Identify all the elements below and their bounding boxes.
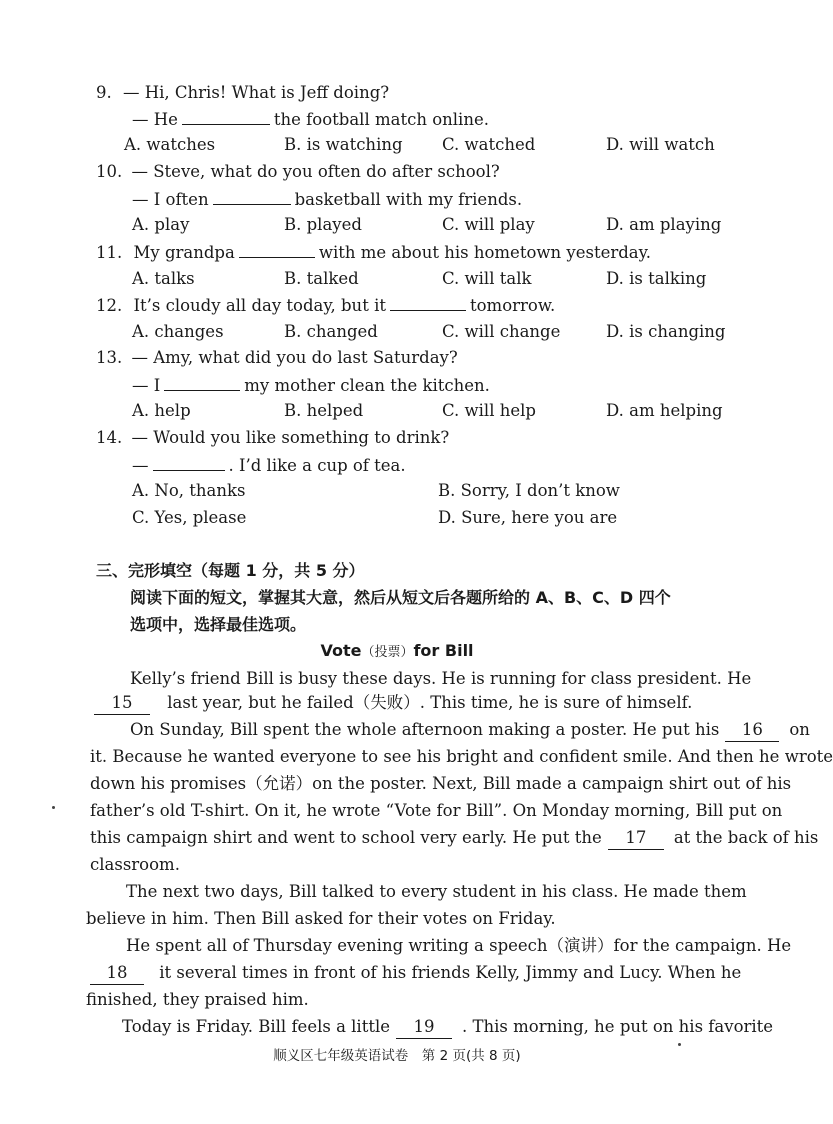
question-text: . I’d like a cup of tea. bbox=[228, 456, 406, 475]
answer-blank[interactable] bbox=[164, 374, 240, 391]
option-c[interactable]: C. Yes, please bbox=[132, 508, 247, 527]
option-a[interactable]: A. changes bbox=[132, 322, 224, 341]
option-d[interactable]: D. am helping bbox=[606, 401, 723, 420]
passage-text: On Sunday, Bill spent the whole afternoon making a poster. He put his bbox=[130, 720, 720, 739]
passage-line bbox=[122, 1016, 773, 1039]
answer-blank[interactable] bbox=[153, 454, 225, 471]
passage-line: father’s old T-shirt. On it, he wrote “Vote for Bill”. On Monday morning, Bill put on bbox=[90, 801, 783, 820]
question-14-line2 bbox=[132, 454, 406, 477]
question-text: — bbox=[132, 456, 149, 475]
question-number: 12. bbox=[96, 296, 123, 315]
cloze-blank-18[interactable]: 18 bbox=[90, 962, 144, 985]
question-text: with me about his hometown yesterday. bbox=[318, 243, 651, 262]
passage-paragraph-1 bbox=[86, 665, 756, 692]
passage-text: Today is Friday. Bill feels a little bbox=[122, 1017, 391, 1036]
answer-blank[interactable] bbox=[239, 241, 315, 258]
option-b[interactable]: B. played bbox=[284, 215, 362, 234]
passage-title bbox=[0, 640, 794, 664]
passage-line: classroom. bbox=[90, 855, 180, 874]
question-number: 13. bbox=[96, 348, 123, 367]
passage-line: The next two days, Bill talked to every student in his class. He made them bbox=[126, 882, 747, 901]
option-c[interactable]: C. will change bbox=[442, 322, 561, 341]
passage-line bbox=[90, 827, 818, 850]
question-text: It’s cloudy all day today, but it bbox=[133, 296, 386, 315]
option-d[interactable]: D. Sure, here you are bbox=[438, 508, 618, 527]
question-number: 11. bbox=[96, 243, 123, 262]
question-number: 10. bbox=[96, 162, 123, 181]
passage-line: believe in him. Then Bill asked for their votes on Friday. bbox=[86, 909, 556, 928]
passage-text: last year, but he failed（失败）. This time, he is sure of himself. bbox=[167, 693, 693, 712]
passage-line: down his promises（允诺）on the poster. Next, Bill made a campaign shirt out of his bbox=[90, 774, 792, 793]
passage-line bbox=[86, 962, 741, 985]
question-11-stem bbox=[96, 241, 651, 264]
option-a[interactable]: A. watches bbox=[124, 135, 216, 154]
option-b[interactable]: B. changed bbox=[284, 322, 378, 341]
passage-line: finished, they praised him. bbox=[86, 990, 309, 1009]
question-text: the football match online. bbox=[273, 110, 489, 129]
question-9-line2 bbox=[132, 108, 489, 131]
passage-text: on bbox=[789, 720, 810, 739]
question-text: — Amy, what did you do last Saturday? bbox=[131, 348, 458, 367]
option-d[interactable]: D. will watch bbox=[606, 135, 715, 154]
option-c[interactable]: C. will help bbox=[442, 401, 536, 420]
question-text: — Hi, Chris! What is Jeff doing? bbox=[123, 83, 390, 102]
cloze-blank-16[interactable]: 16 bbox=[725, 719, 779, 742]
passage-line: it. Because he wanted everyone to see his bright and confident smile. And then he wrote bbox=[90, 747, 833, 766]
passage-text: at the back of his bbox=[673, 828, 819, 847]
answer-blank[interactable] bbox=[213, 188, 291, 205]
option-b[interactable]: B. Sorry, I don’t know bbox=[438, 481, 620, 500]
passage-line bbox=[130, 719, 810, 742]
question-13-line2 bbox=[132, 374, 490, 397]
question-number: 14. bbox=[96, 428, 123, 447]
question-14-stem bbox=[96, 427, 449, 449]
question-text: — He bbox=[132, 110, 178, 129]
option-a[interactable]: A. No, thanks bbox=[132, 481, 246, 500]
option-c[interactable]: C. will play bbox=[442, 215, 535, 234]
option-b[interactable]: B. talked bbox=[284, 269, 359, 288]
option-a[interactable]: A. talks bbox=[132, 269, 195, 288]
question-text: — I bbox=[132, 376, 161, 395]
question-text: — Steve, what do you often do after school? bbox=[131, 162, 500, 181]
question-10-line2 bbox=[132, 188, 522, 211]
section-instruction: 选项中，选择最佳选项。 bbox=[130, 615, 307, 634]
passage-text: . This morning, he put on his favorite bbox=[462, 1017, 774, 1036]
question-13-stem bbox=[96, 347, 458, 369]
question-9-stem bbox=[96, 82, 389, 104]
passage-line: He spent all of Thursday evening writing a speech（演讲）for the campaign. He bbox=[126, 936, 792, 955]
section-instruction: 阅读下面的短文，掌握其大意，然后从短文后各题所给的 A、B、C、D 四个 bbox=[130, 588, 671, 607]
answer-blank[interactable] bbox=[182, 108, 270, 125]
passage-text: this campaign shirt and went to school very early. He put the bbox=[90, 828, 602, 847]
passage-line bbox=[90, 692, 692, 715]
cloze-blank-17[interactable]: 17 bbox=[608, 827, 664, 850]
answer-blank[interactable] bbox=[390, 294, 466, 311]
question-12-stem bbox=[96, 294, 555, 317]
option-c[interactable]: C. watched bbox=[442, 135, 536, 154]
scan-speck bbox=[52, 806, 55, 809]
page-footer: 顺义区七年级英语试卷 第 2 页(共 8 页) bbox=[273, 1048, 521, 1064]
question-text: tomorrow. bbox=[469, 296, 556, 315]
cloze-blank-15[interactable]: 15 bbox=[94, 692, 150, 715]
question-text: basketball with my friends. bbox=[294, 190, 523, 209]
option-d[interactable]: D. am playing bbox=[606, 215, 722, 234]
section-heading: 三、完形填空（每题 1 分，共 5 分） bbox=[96, 561, 365, 580]
question-number: 9. bbox=[96, 83, 112, 102]
cloze-blank-19[interactable]: 19 bbox=[396, 1016, 452, 1039]
passage-text: it several times in front of his friends Kelly, Jimmy and Lucy. When he bbox=[159, 963, 742, 982]
title-text: Vote bbox=[320, 641, 362, 660]
title-gloss: （投票） bbox=[361, 645, 414, 660]
option-b[interactable]: B. helped bbox=[284, 401, 364, 420]
option-a[interactable]: A. play bbox=[132, 215, 190, 234]
option-a[interactable]: A. help bbox=[132, 401, 191, 420]
question-text: — Would you like something to drink? bbox=[131, 428, 450, 447]
scan-speck bbox=[678, 1043, 681, 1046]
question-text: — I often bbox=[132, 190, 209, 209]
passage-text: Kelly’s friend Bill is busy these days. He is running for class president. He bbox=[130, 669, 752, 688]
option-d[interactable]: D. is talking bbox=[606, 269, 707, 288]
question-text: my mother clean the kitchen. bbox=[244, 376, 490, 395]
title-text: for Bill bbox=[413, 641, 474, 660]
option-b[interactable]: B. is watching bbox=[284, 135, 403, 154]
question-10-stem bbox=[96, 161, 500, 183]
option-d[interactable]: D. is changing bbox=[606, 322, 726, 341]
question-text: My grandpa bbox=[133, 243, 235, 262]
option-c[interactable]: C. will talk bbox=[442, 269, 532, 288]
